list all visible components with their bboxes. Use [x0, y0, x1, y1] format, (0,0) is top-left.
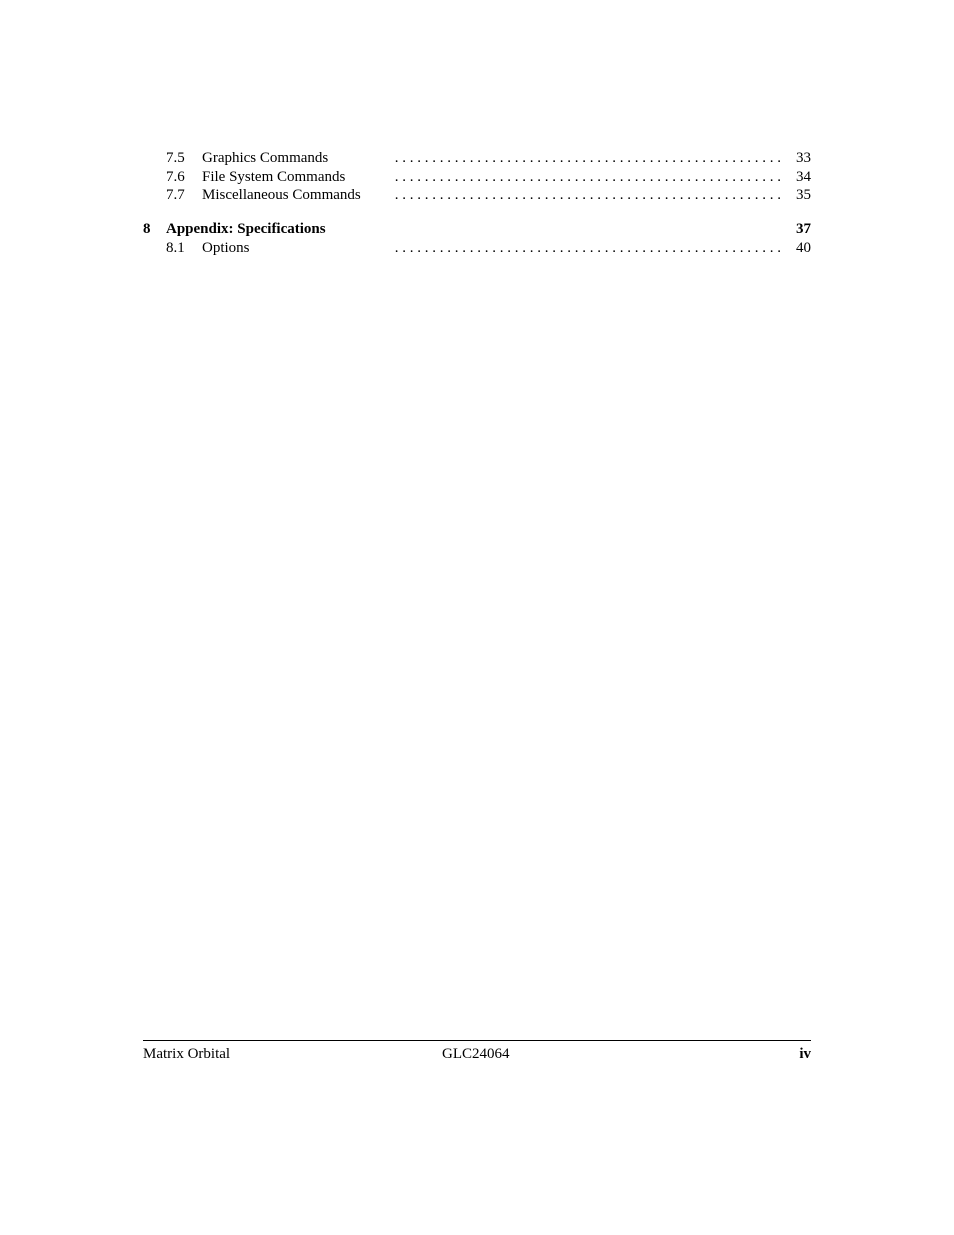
toc-entry-number: 7.6: [166, 168, 185, 185]
page-footer: [143, 1044, 811, 1064]
footer-page-number: iv: [799, 1046, 811, 1062]
toc-chapter-page: 37: [796, 220, 811, 237]
toc-entry-page: 35: [796, 187, 811, 203]
dot-leader: . . . . . . . . . . . . . . . . . . . . . . . . . . . . . . . . . . . . . . . . . . . . . . . . . . . .: [394, 187, 781, 203]
dot-leader: . . . . . . . . . . . . . . . . . . . . . . . . . . . . . . . . . . . . . . . . . . . . . . . . . . . .: [394, 168, 781, 185]
footer-model: GLC24064: [442, 1046, 510, 1062]
toc-entry-title: Graphics Commands: [202, 149, 332, 168]
toc-entry-page: 40: [796, 239, 811, 256]
toc-entry-page: 33: [796, 150, 811, 166]
toc-entry-title: Miscellaneous Commands: [202, 186, 365, 205]
toc-entry-title: File System Commands: [202, 168, 349, 187]
toc-entry-7-5[interactable]: [143, 149, 811, 168]
dot-leader: . . . . . . . . . . . . . . . . . . . . . . . . . . . . . . . . . . . . . . . . . . . . . . . . . . . .: [394, 150, 781, 166]
toc-entry-number: 7.7: [166, 187, 185, 203]
toc-chapter-title: Appendix: Specifications: [166, 220, 326, 237]
footer-divider: [143, 1040, 811, 1041]
dot-leader: . . . . . . . . . . . . . . . . . . . . . . . . . . . . . . . . . . . . . . . . . . . . . . . . . . . .: [394, 239, 781, 256]
toc-entry-7-7[interactable]: [143, 186, 811, 205]
toc-entry-title: Options: [202, 239, 254, 258]
toc-entry-number: 8.1: [166, 239, 185, 256]
toc-entry-8-1[interactable]: [143, 239, 811, 258]
table-of-contents: [143, 149, 811, 257]
toc-chapter-number: 8: [143, 220, 151, 237]
toc-chapter-8[interactable]: [143, 220, 811, 239]
toc-entry-number: 7.5: [166, 150, 185, 166]
toc-entry-page: 34: [796, 168, 811, 185]
toc-entry-7-6[interactable]: [143, 168, 811, 187]
footer-company: Matrix Orbital: [143, 1046, 231, 1062]
